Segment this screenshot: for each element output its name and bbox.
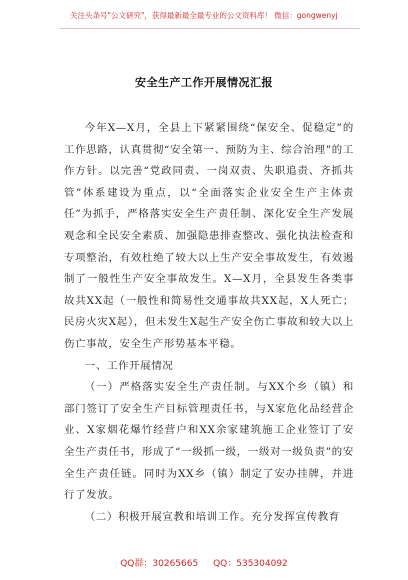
footer-qq-number: QQ：535304092 [213, 559, 288, 569]
footer-contact [0, 558, 408, 570]
paragraph-responsibility: （一）严格落实安全生产责任制。与XX个乡（镇）和部门签订了安全生产目标管理责任书，与X家危化品经营企业、X家烟花爆竹经营户和XX余家建筑施工企业签订了安全生产责任书，形成了“一级抓一级，一级对一级负责”的安全生产责任链。同时为XX乡（镇）制定了安办挂牌，并进行了发放。 [64, 381, 354, 502]
header-divider [60, 28, 360, 29]
document-title: 安全生产工作开展情况汇报 [135, 76, 273, 89]
document-body [64, 118, 354, 528]
section-heading: 一、工作开展情况 [84, 359, 174, 372]
paragraph-education: （二）积极开展宣教和培训工作。充分发挥宣传教育 [84, 510, 340, 523]
header-note: 关注头条号"公文研究"，获得最新最全最专业的公文资料库！ 微信：gongwenyj [70, 11, 338, 20]
paragraph-intro: 今年X—X月，全县上下紧紧围绕“保安全、促稳定”的工作思路，认真贯彻“安全第一、预防为主、综合治理”的工作方针。以完善“党政同责、一岗双责、失职追责、齐抓共管”体系建设为重点，以“全面落实企业安全生产主体责任”为抓手，严格落实安全生产责任制、深化安全生产发展观念和全民安全素质、加强隐患排查整改、强化执法检查和专项整治，有效杜绝了较大以上生产安全事故发生，有效遏制了一般性生产安全事故发生。X—X月，全县发生各类事故共XX起（一般性和简易性交通事故共XX起，X人死亡；民房火灾X起），但未发生X起生产安全伤亡事故和较大以上伤亡事故，安全生产形势基本平稳。 [64, 122, 354, 350]
footer-qq-group: QQ群：30265665 [120, 559, 199, 569]
